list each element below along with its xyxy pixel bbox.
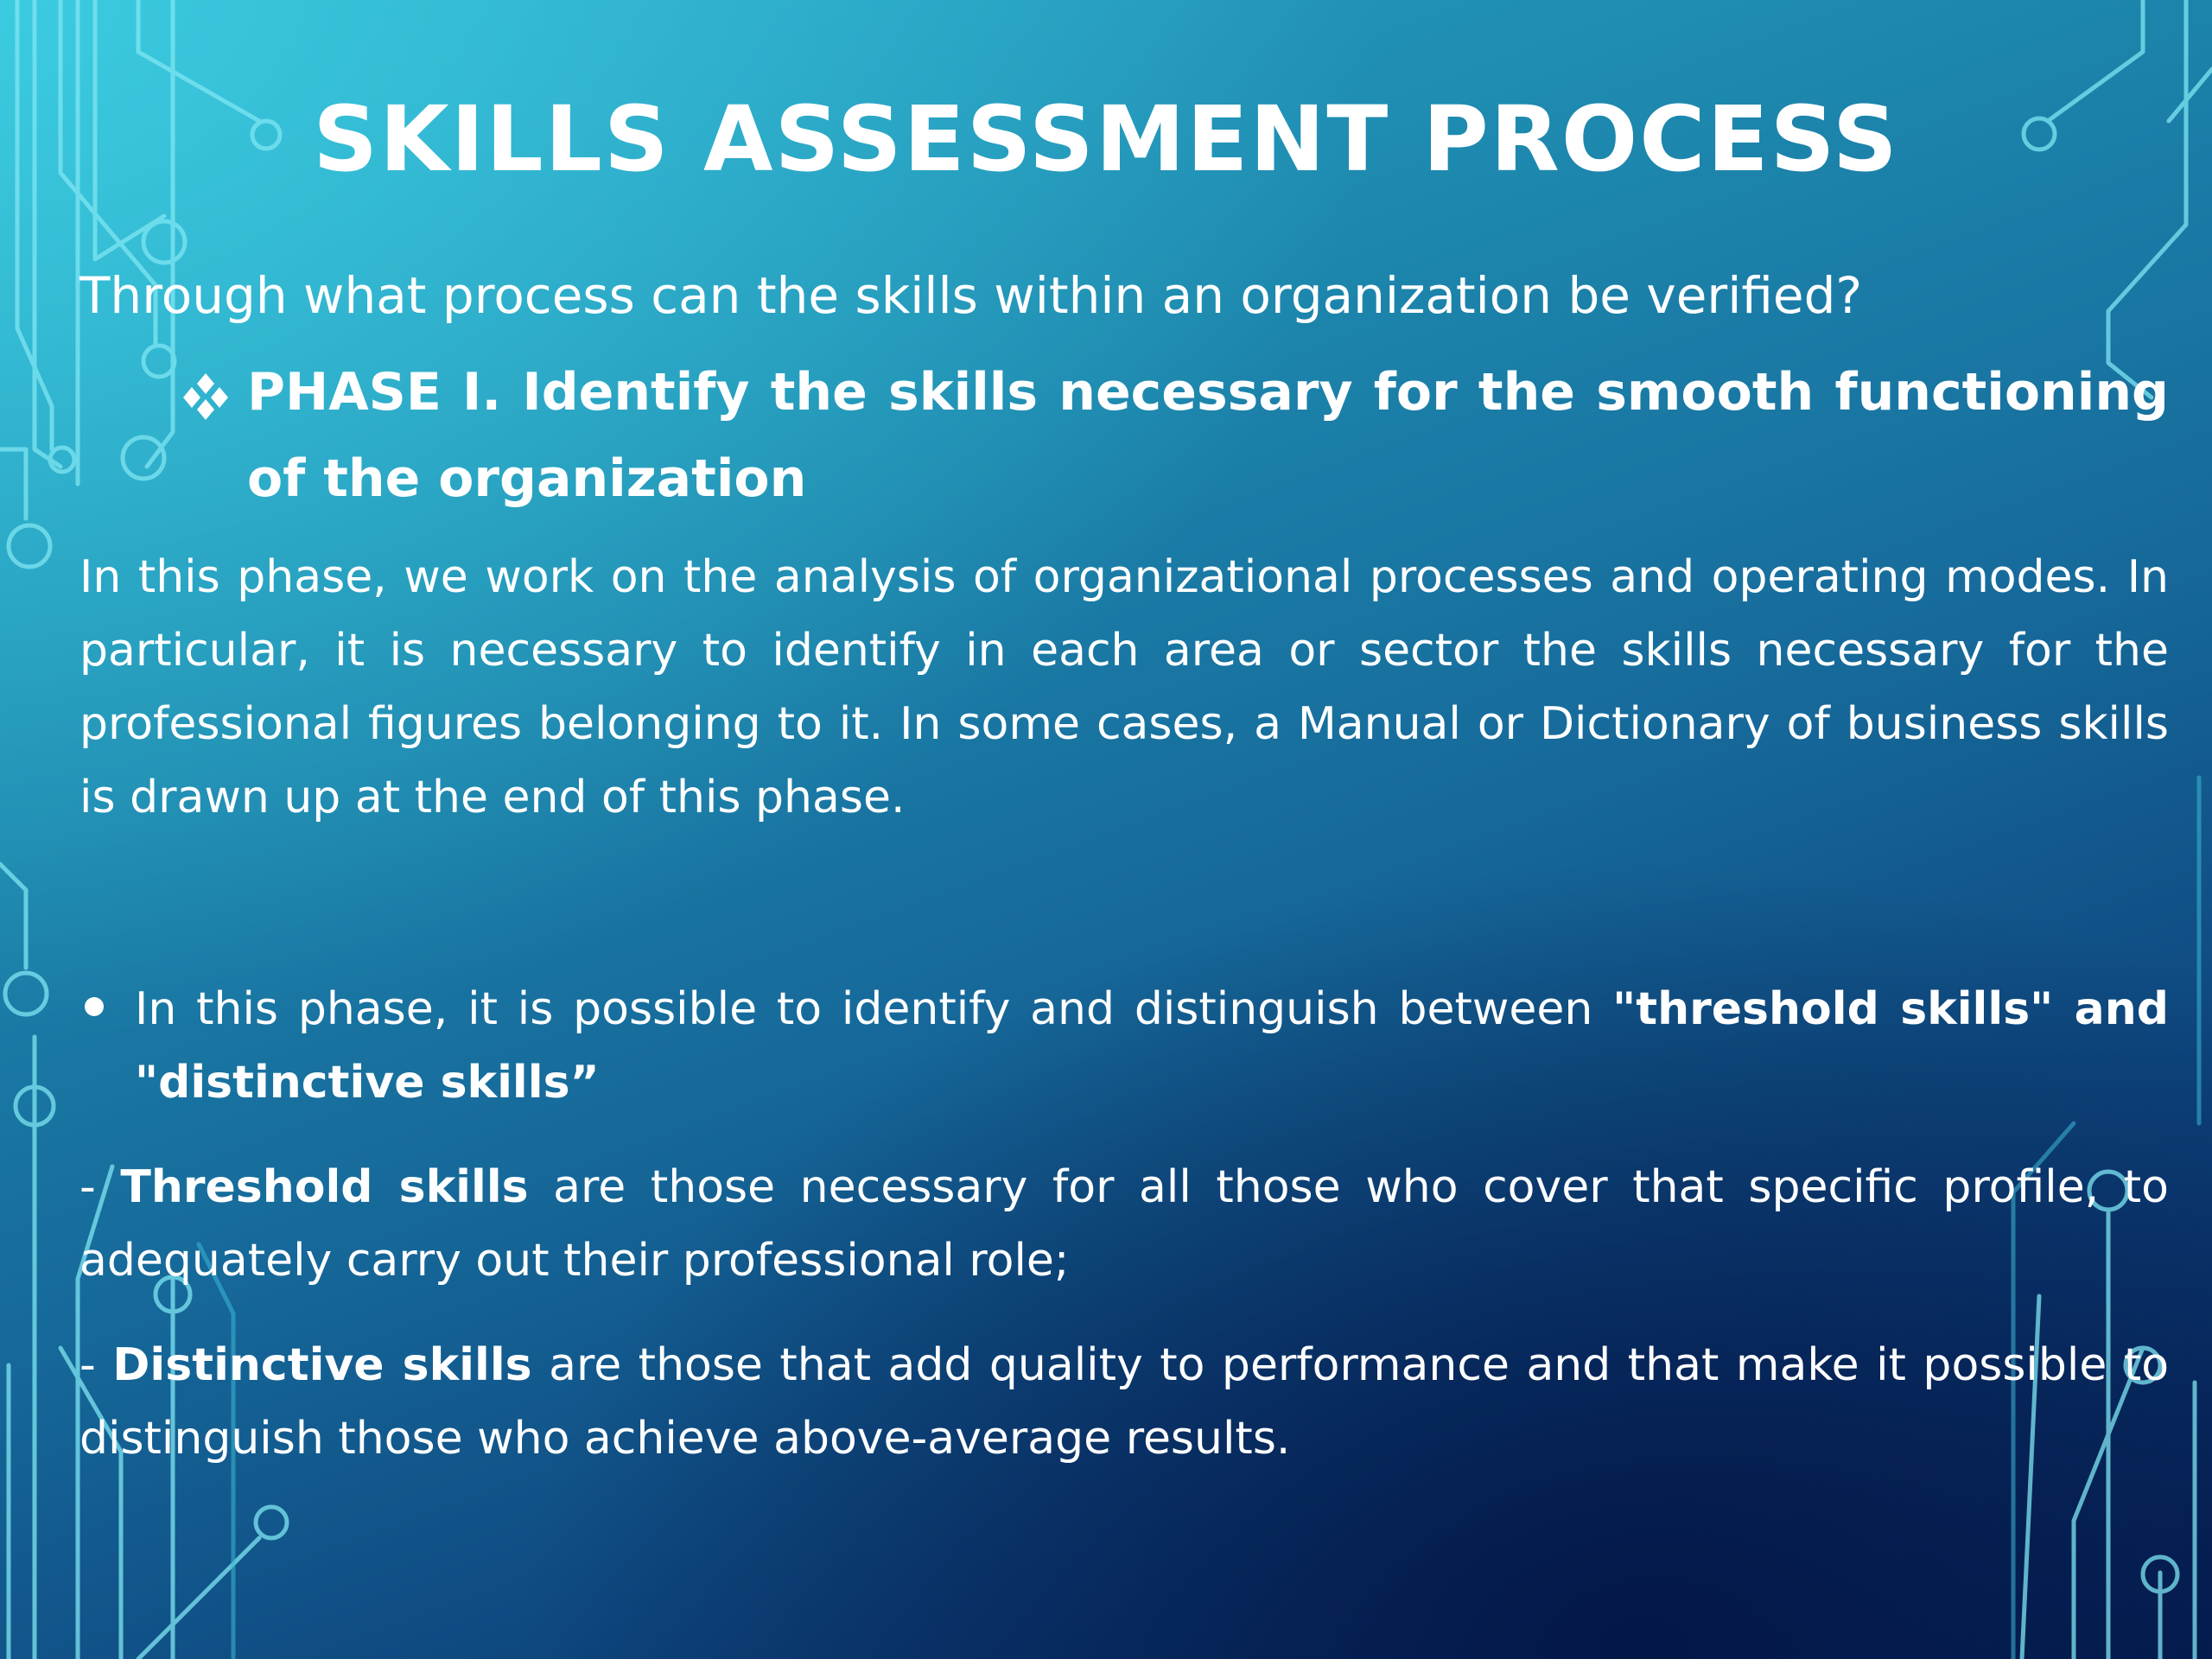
threshold-dash: -	[79, 1161, 121, 1213]
bullet-text-prefix: In this phase, it is possible to identify and distinguish between	[135, 983, 1613, 1035]
diamond-bullet-icon	[175, 372, 237, 420]
phase-description: In this phase, we work on the analysis of organizational processes and operating modes. In particular, it is necessary to identify in each area or sector the skills necessary for the professional figures belonging to it. In some cases, a Manual or Dictionary of business skills is drawn up at the end of this phase.	[79, 551, 2169, 823]
slide-content	[79, 259, 2169, 1476]
distinctive-text: are those that add quality to performance and that make it possible to distinguish those who achieve above-average results.	[79, 1339, 2170, 1465]
distinctive-definition	[79, 1329, 2169, 1476]
threshold-definition	[79, 1151, 2169, 1298]
bullet-term-distinctive: "distinctive skills”	[135, 1057, 600, 1109]
threshold-term: Threshold skills	[120, 1161, 529, 1213]
bullet-item	[79, 973, 2169, 1120]
bullet-term-threshold: "threshold skills"	[1612, 983, 2054, 1035]
slide-title: SKILLS ASSESSMENT PROCESS	[313, 86, 1899, 192]
phase-heading	[247, 349, 2169, 522]
intro-question: Through what process can the skills within an organization be verified?	[79, 266, 1863, 325]
phase-heading-text: PHASE I. Identify the skills necessary for the smooth functioning of the organization	[247, 362, 2169, 509]
distinctive-dash: -	[79, 1339, 113, 1391]
threshold-text: are those necessary for all those who cover that specific profile, to adequately carry out their professional role;	[79, 1161, 2169, 1287]
distinctive-term: Distinctive skills	[112, 1339, 532, 1391]
bullet-connector: and	[2053, 983, 2170, 1035]
bullet-dot-icon	[85, 997, 104, 1016]
